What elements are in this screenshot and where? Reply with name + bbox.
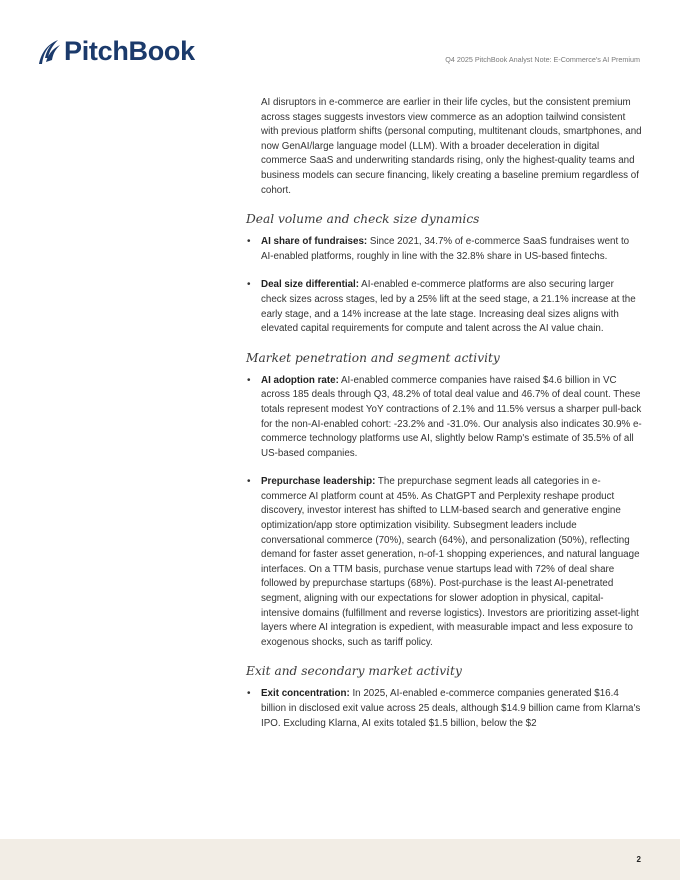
bullet-list [246,374,642,651]
bullet-text: The prepurchase segment leads all categories in e-commerce AI platform count at 45%. As ChatGPT and Perplexity reshape product discovery, investor interest has shifted to LLM-based search and generative engine optimization/app store optimization visibility. Subsegment leaders include conversational commerce (70%), search (64%), and personalization (50%), reflecting demand for faster asset generation, n-of-1 shopping experiences, and natural language interfaces. On a TTM basis, purchase venue startups lead with 72% of deal share followed by prepurchase startups (68%). Post-purchase is the least AI-penetrated segment, aligning with our expectations for slower adoption in physical, capital-intensive domains (fulfillment and reverse logistics). Investors are prioritizing asset-light layers where AI integration is expedient, with measurable impact and less exposure to exogenous shocks, such as tariff policy. [261,476,640,648]
brand-name: PitchBook [64,36,195,66]
bullet-text: AI-enabled e-commerce platforms are also securing larger check sizes across stages, led by a 25% lift at the seed stage, a 21.1% increase at the early stage, and a 14% increase at the late stage. Increasing deal sizes aligns with elevated capital requirements for compute and talent across the AI value chain. [261,279,636,335]
intro-paragraph: AI disruptors in e-commerce are earlier in their life cycles, but the consistent premium across stages suggests investors view commerce as an adoption tailwind consistent with previous platform shifts (personal computing, multitenant clouds, smartphones, and now GenAI/large language model (LLM). With a broader deceleration in digital commerce SaaS and underwriting standards rising, only the highest-quality teams and business models can secure financing, likely creating a baseline premium regardless of cohort. [261,97,642,196]
bullet-text: Since 2021, 34.7% of e-commerce SaaS fundraises went to AI-enabled platforms, roughly in line with the 32.8% share in US-based fintechs. [261,236,630,262]
section-heading: Deal volume and check size dynamics [246,212,480,227]
bullet-label: Deal size differential: [261,279,359,291]
main-content [246,96,642,745]
bullet-label: Prepurchase leadership: [261,476,376,488]
bullet-text: In 2025, AI-enabled e-commerce companies generated $16.4 billion in disclosed exit value across 25 deals, although $14.9 billion came from Klarna's IPO. Excluding Klarna, AI exits totaled $1.5 billion, below the $2 [261,688,641,729]
bullet-text: AI-enabled commerce companies have raised $4.6 billion in VC across 185 deals through Q3, 48.2% of total deal value and 46.7% of deal count. These totals represent modest YoY contractions of 2.1% and 11.5% versus a sharper pull-back for the non-AI-enabled cohort: -23.2% and -31.0%. Our analysis also indicates 30.9% e-commerce technology platforms use AI, slightly below Ramp's estimate of 35.5% of all US-based companies. [261,374,642,459]
bullet-label: AI adoption rate: [261,374,339,386]
pitchbook-logo [36,36,195,67]
report-header-note: Q4 2025 PitchBook Analyst Note: E-Commerce's AI Premium [445,55,640,64]
list-item: • Exit concentration: In 2025, AI-enabled e-commerce companies generated $16.4 billion in disclosed exit value across 25 deals, although $14.9 billion came from Klarna's IPO. Excluding Klarna, AI exits totaled $1.5 billion, below the $2 [247,688,641,729]
page-footer [0,839,680,880]
bullet-label: AI share of fundraises: [261,236,368,248]
list-item: • Prepurchase leadership: The prepurchase segment leads all categories in e-commerce AI platform count at 45%. As ChatGPT and Perplexity reshape product discovery, investor interest has shifted to LLM-based search and generative engine optimization/app store optimization visibility. Subsegment leaders include conversational commerce (70%), search (64%), and personalization (50%), reflecting demand for faster asset generation, n-of-1 shopping experiences, and natural language interfaces. On a TTM basis, purchase venue startups lead with 72% of deal share followed by prepurchase startups (68%). Post-purchase is the least AI-penetrated segment, aligning with our expectations for slower adoption in physical, capital-intensive domains (fulfillment and reverse logistics). Investors are prioritizing asset-light layers where AI integration is expedient, with measurable impact and less exposure to exogenous shocks, such as tariff policy. [247,476,640,648]
section-heading: Market penetration and segment activity [246,350,500,365]
bullet-list [246,235,642,337]
page-number: 2 [636,855,641,864]
list-item: • AI share of fundraises: Since 2021, 34.7% of e-commerce SaaS fundraises went to AI-enabled platforms, roughly in line with the 32.8% share in US-based fintechs. [247,236,630,262]
pitchbook-wing-logo-icon [36,38,62,66]
bullet-list [246,687,642,731]
section-heading: Exit and secondary market activity [246,664,462,679]
bullet-label: Exit concentration: [261,688,350,700]
list-item: • AI adoption rate: AI-enabled commerce companies have raised $4.6 billion in VC across 185 deals through Q3, 48.2% of total deal value and 46.7% of deal count. These totals represent modest YoY contractions of 2.1% and 11.5% versus a sharper pull-back for the non-AI-enabled cohort: -23.2% and -31.0%. Our analysis also indicates 30.9% e-commerce technology platforms use AI, slightly below Ramp's estimate of 35.5% of all US-based companies. [247,374,642,459]
list-item: • Deal size differential: AI-enabled e-commerce platforms are also securing larger check sizes across stages, led by a 25% lift at the seed stage, a 21.1% increase at the early stage, and a 14% increase at the late stage. Increasing deal sizes aligns with elevated capital requirements for compute and talent across the AI value chain. [247,279,636,335]
